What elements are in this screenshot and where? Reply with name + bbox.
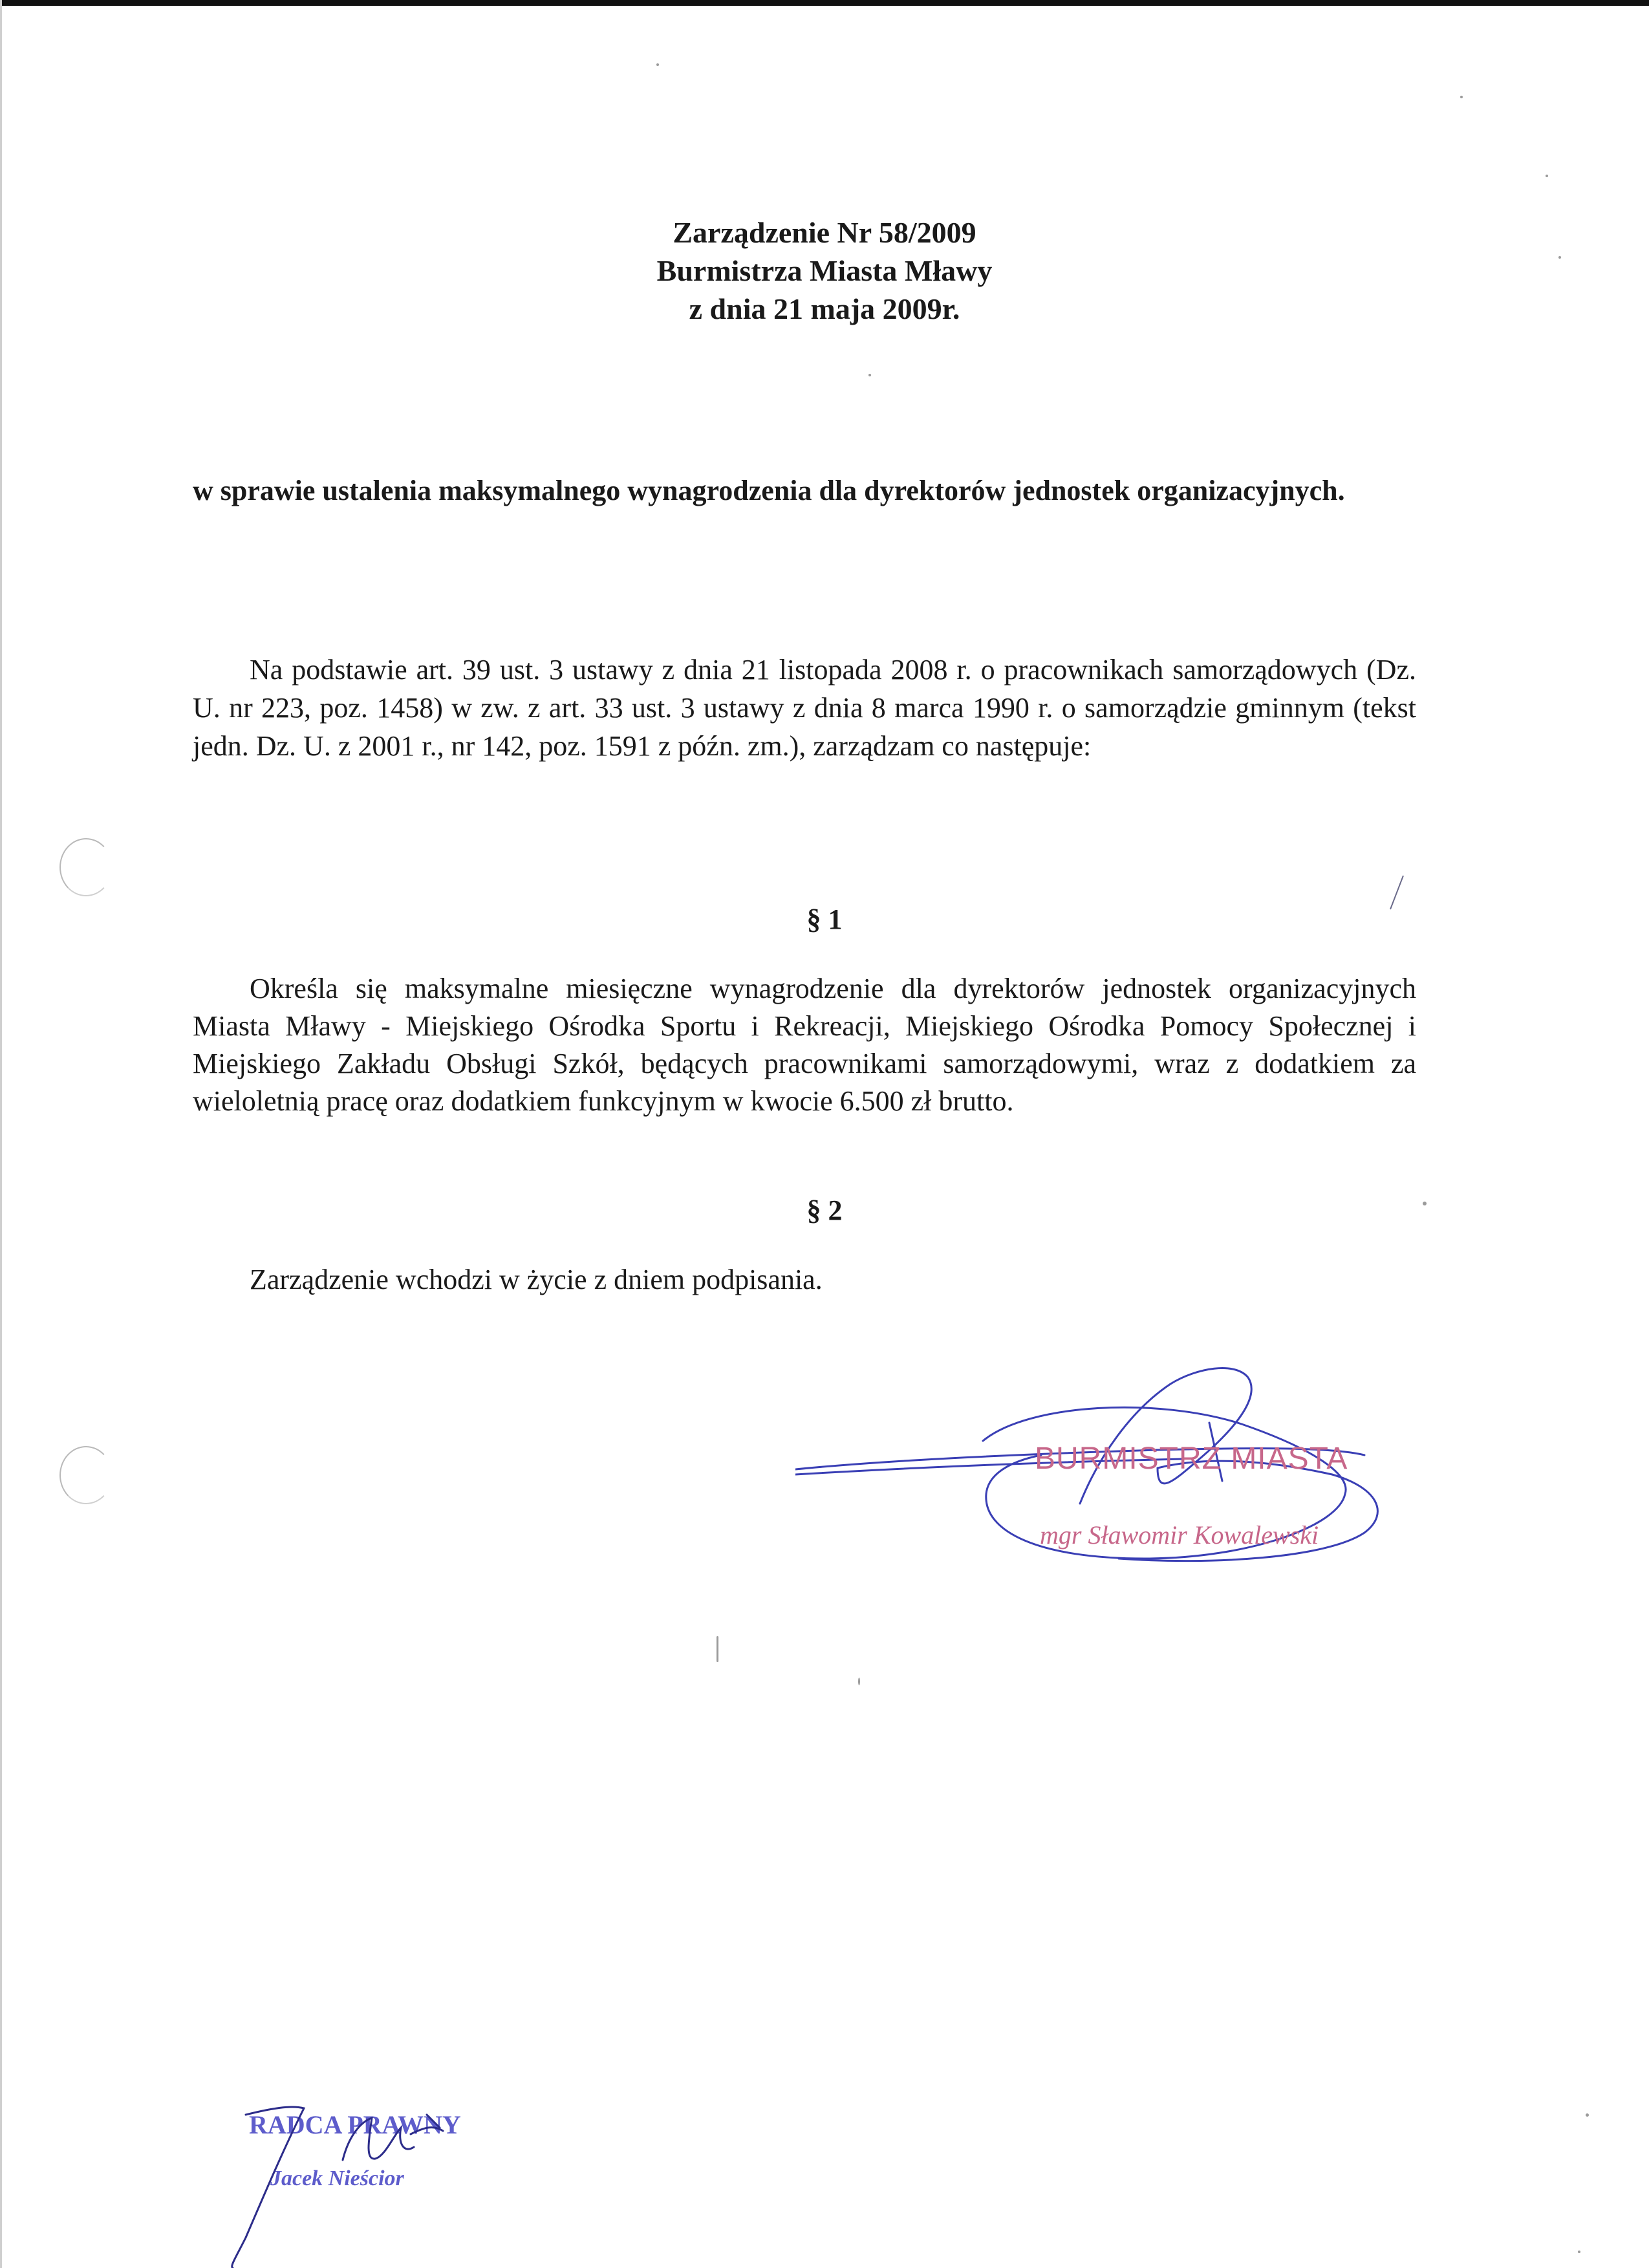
scan-speck bbox=[868, 374, 871, 376]
scan-speck bbox=[1460, 96, 1463, 98]
legal-advisor-stamp-title: RADCA PRAWNY bbox=[249, 2110, 461, 2139]
scan-speck bbox=[1586, 2113, 1589, 2117]
section-1-text: Określa się maksymalne miesięczne wynagrodzenie dla dyrektorów jednostek organizacyjnych Miasta Mławy - Miejskiego Ośrodka Sportu i Rekreacji, Miejskiego Ośrodka Pomocy Społecznej i Miejskiego Zakładu Obsługi Szkół, będących pracownikami samorządowymi, wraz z dodatkiem za wieloletnią pracę oraz dodatkiem funkcyjnym w kwocie 6.500 zł brutto. bbox=[193, 973, 1416, 1117]
section-2-text: Zarządzenie wchodzi w życie z dniem podpisania. bbox=[250, 1264, 823, 1295]
legal-basis-paragraph: Na podstawie art. 39 ust. 3 ustawy z dnia 21 listopada 2008 r. o pracownikach samorządowych (Dz. U. nr 223, poz. 1458) w zw. z art. 33 ust. 3 ustawy z dnia 8 marca 1990 r. o samorządzie gminnym (tekst jedn. Dz. U. z 2001 r., nr 142, poz. 1591 z późn. zm.), zarządzam co następuje: bbox=[193, 654, 1416, 762]
document-title: Zarządzenie Nr 58/2009 bbox=[673, 216, 976, 249]
document-header bbox=[0, 213, 1649, 328]
scan-top-border bbox=[0, 0, 1649, 6]
legal-advisor-signature bbox=[220, 2089, 491, 2268]
scan-speck bbox=[1546, 175, 1548, 177]
pencil-mark bbox=[1384, 873, 1410, 912]
punch-hole-upper bbox=[59, 838, 113, 896]
mayor-stamp-title: BURMISTRZ MIASTA bbox=[1035, 1442, 1348, 1476]
punch-hole-lower bbox=[59, 1446, 113, 1504]
scan-speck bbox=[717, 1636, 718, 1662]
scan-left-edge bbox=[0, 0, 2, 2268]
section-2-mark: § 2 bbox=[806, 1194, 843, 1226]
document-subject: w sprawie ustalenia maksymalnego wynagrodzenia dla dyrektorów jednostek organizacyjnych. bbox=[193, 475, 1345, 506]
issuer-line: Burmistrza Miasta Mławy bbox=[656, 254, 993, 287]
scan-speck bbox=[1578, 2251, 1580, 2253]
legal-advisor-stamp-name: Jacek Nieścior bbox=[270, 2166, 404, 2190]
mayor-stamp-name: mgr Sławomir Kowalewski bbox=[1040, 1520, 1319, 1550]
scan-speck bbox=[858, 1678, 860, 1685]
section-1-mark: § 1 bbox=[806, 903, 843, 935]
date-line: z dnia 21 maja 2009r. bbox=[689, 292, 960, 325]
scan-speck bbox=[656, 63, 659, 66]
